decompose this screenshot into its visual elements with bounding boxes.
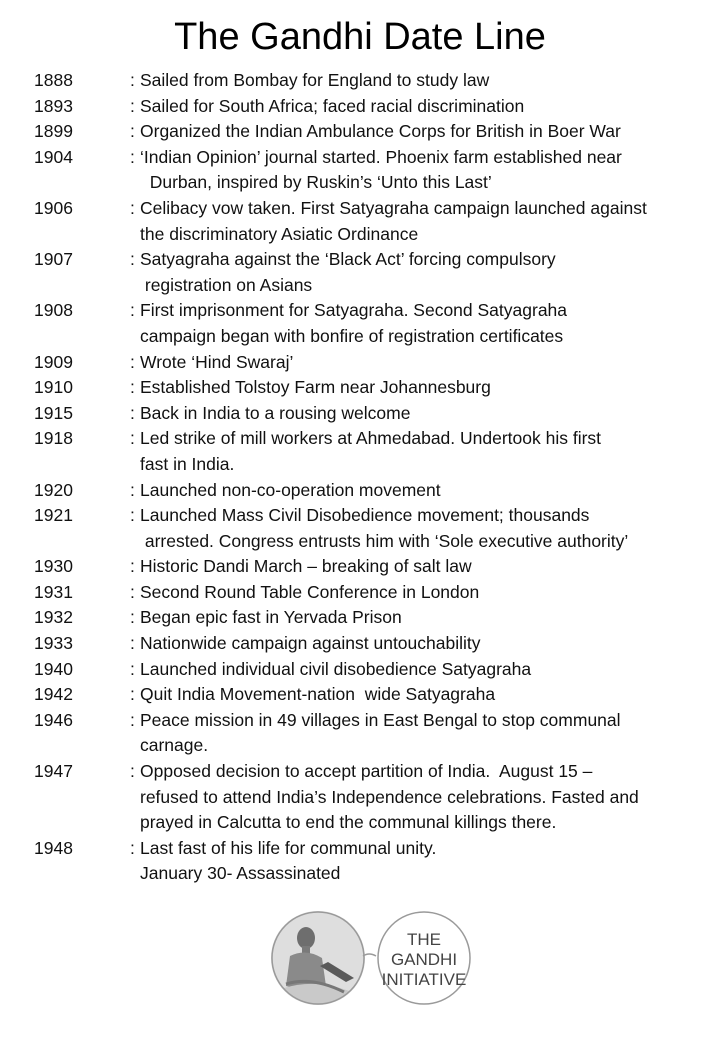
entry-year: 1930 (34, 556, 73, 577)
timeline-entry (0, 426, 720, 477)
entry-separator: : (130, 709, 135, 730)
entry-separator: : (130, 121, 135, 142)
gandhi-initiative-logo (266, 908, 476, 1010)
entry-description-line: Launched individual civil disobedience Satyagraha (140, 658, 532, 679)
entry-description-line: Durban, inspired by Ruskin’s ‘Unto this Last’ (140, 172, 492, 193)
entry-description (140, 682, 705, 708)
entry-description-line: January 30- Assassinated (140, 863, 341, 884)
entry-separator: : (130, 684, 135, 705)
entry-description (140, 298, 705, 349)
entry-separator: : (130, 197, 135, 218)
entry-description-line: Back in India to a rousing welcome (140, 402, 411, 423)
timeline-entry (0, 580, 720, 606)
entry-year: 1888 (34, 70, 73, 90)
entry-description-line: prayed in Calcutta to end the communal killings there. (140, 812, 557, 833)
entry-separator: : (130, 377, 135, 398)
entry-description-line: Began epic fast in Yervada Prison (140, 607, 402, 628)
entry-description (140, 657, 705, 683)
entry-description-line: Nationwide campaign against untouchability (140, 633, 481, 654)
timeline-entry (0, 94, 720, 120)
entry-separator: : (130, 658, 135, 679)
entry-description-line: Satyagraha against the ‘Black Act’ forcing compulsory (140, 249, 556, 270)
entry-year: 1904 (34, 146, 73, 167)
entry-separator: : (130, 428, 135, 449)
entry-description-line: registration on Asians (140, 274, 313, 295)
entry-year: 1909 (34, 351, 73, 372)
entry-separator: : (130, 837, 135, 858)
entry-year: 1893 (34, 95, 73, 116)
timeline-entry (0, 298, 720, 349)
entry-separator: : (130, 581, 135, 602)
entry-year: 1948 (34, 837, 73, 858)
entry-separator: : (130, 70, 135, 90)
entry-description (140, 605, 705, 631)
entry-year: 1947 (34, 761, 73, 782)
entry-description-line: arrested. Congress entrusts him with ‘Sole executive authority’ (140, 530, 629, 551)
entry-year: 1918 (34, 428, 73, 449)
entry-description (140, 375, 705, 401)
timeline-entry (0, 401, 720, 427)
entry-description-line: Second Round Table Conference in London (140, 581, 480, 602)
timeline-entry (0, 247, 720, 298)
entry-description-line: Led strike of mill workers at Ahmedabad. Undertook his first (140, 428, 602, 449)
entry-description-line: fast in India. (140, 453, 235, 474)
logo-text-initiative: INITIATIVE (381, 970, 467, 989)
entry-description (140, 554, 705, 580)
entry-description-line: Sailed from Bombay for England to study law (140, 70, 490, 90)
entry-description-line: ‘Indian Opinion’ journal started. Phoenix farm established near (140, 146, 622, 167)
timeline-entry (0, 836, 720, 887)
entry-year: 1932 (34, 607, 73, 628)
entry-description-line: Opposed decision to accept partition of India. August 15 – (140, 761, 593, 782)
entry-description (140, 145, 705, 196)
logo-text-gandhi: GANDHI (390, 950, 458, 969)
entry-year: 1907 (34, 249, 73, 270)
timeline-entry (0, 196, 720, 247)
timeline-entry (0, 350, 720, 376)
page-title: The Gandhi Date Line (174, 16, 546, 58)
entry-description-line: carnage. (140, 735, 209, 756)
entry-description-line: Quit India Movement-nation wide Satyagraha (140, 684, 496, 705)
entry-separator: : (130, 351, 135, 372)
entry-separator: : (130, 146, 135, 167)
entry-year: 1942 (34, 684, 73, 705)
entry-description-line: Last fast of his life for communal unity. (140, 837, 437, 858)
entry-description-line: Organized the Indian Ambulance Corps for British in Boer War (140, 121, 621, 142)
entry-separator: : (130, 249, 135, 270)
entry-year: 1931 (34, 581, 73, 602)
entry-year: 1933 (34, 633, 73, 654)
entry-description (140, 503, 705, 554)
entry-description-line: the discriminatory Asiatic Ordinance (140, 223, 419, 244)
timeline-entry (0, 119, 720, 145)
date-timeline (0, 68, 720, 887)
timeline-entry (0, 682, 720, 708)
entry-description (140, 68, 705, 94)
timeline-entry (0, 759, 720, 836)
logo-graphic (266, 908, 476, 1010)
timeline-entry (0, 657, 720, 683)
entry-description-line: Historic Dandi March – breaking of salt law (140, 556, 472, 577)
entry-description (140, 836, 705, 887)
entry-separator: : (130, 556, 135, 577)
entry-description (140, 708, 705, 759)
entry-separator: : (130, 479, 135, 500)
entry-separator: : (130, 761, 135, 782)
gandhi-portrait-icon (266, 908, 376, 1010)
entry-description (140, 426, 705, 477)
entry-description-line: refused to attend India’s Independence celebrations. Fasted and (140, 786, 639, 807)
entry-separator: : (130, 633, 135, 654)
entry-description (140, 119, 705, 145)
entry-year: 1940 (34, 658, 73, 679)
entry-separator: : (130, 300, 135, 321)
timeline-entry (0, 554, 720, 580)
timeline-entry (0, 631, 720, 657)
entry-description-line: Sailed for South Africa; faced racial discrimination (140, 95, 525, 116)
entry-description (140, 478, 705, 504)
entry-description-line: First imprisonment for Satyagraha. Second Satyagraha (140, 300, 568, 321)
timeline-entry (0, 708, 720, 759)
logo-text-the: THE (407, 930, 441, 949)
entry-description (140, 401, 705, 427)
entry-description (140, 759, 705, 836)
timeline-entry (0, 478, 720, 504)
entry-description-line: Peace mission in 49 villages in East Bengal to stop communal (140, 709, 621, 730)
entry-separator: : (130, 95, 135, 116)
entry-description (140, 350, 705, 376)
entry-separator: : (130, 402, 135, 423)
entry-separator: : (130, 505, 135, 526)
entry-description-line: Launched non-co-operation movement (140, 479, 441, 500)
timeline-entry (0, 68, 720, 94)
timeline-entry (0, 145, 720, 196)
entry-description-line: Launched Mass Civil Disobedience movement; thousands (140, 505, 590, 526)
entry-year: 1906 (34, 197, 73, 218)
timeline-entry (0, 503, 720, 554)
entry-description-line: Wrote ‘Hind Swaraj’ (140, 351, 294, 372)
entry-year: 1899 (34, 121, 73, 142)
entry-description (140, 631, 705, 657)
entry-description (140, 580, 705, 606)
entry-year: 1921 (34, 505, 73, 526)
entry-description (140, 196, 705, 247)
entry-year: 1946 (34, 709, 73, 730)
entry-description (140, 94, 705, 120)
entry-description (140, 247, 705, 298)
entry-year: 1908 (34, 300, 73, 321)
entry-year: 1910 (34, 377, 73, 398)
entry-separator: : (130, 607, 135, 628)
entry-year: 1920 (34, 479, 73, 500)
timeline-entry (0, 605, 720, 631)
logo-connector (363, 954, 376, 956)
entry-description-line: campaign began with bonfire of registration certificates (140, 325, 564, 346)
entry-description-line: Celibacy vow taken. First Satyagraha campaign launched against (140, 197, 647, 218)
entry-description-line: Established Tolstoy Farm near Johannesburg (140, 377, 491, 398)
entry-year: 1915 (34, 402, 73, 423)
timeline-entry (0, 375, 720, 401)
